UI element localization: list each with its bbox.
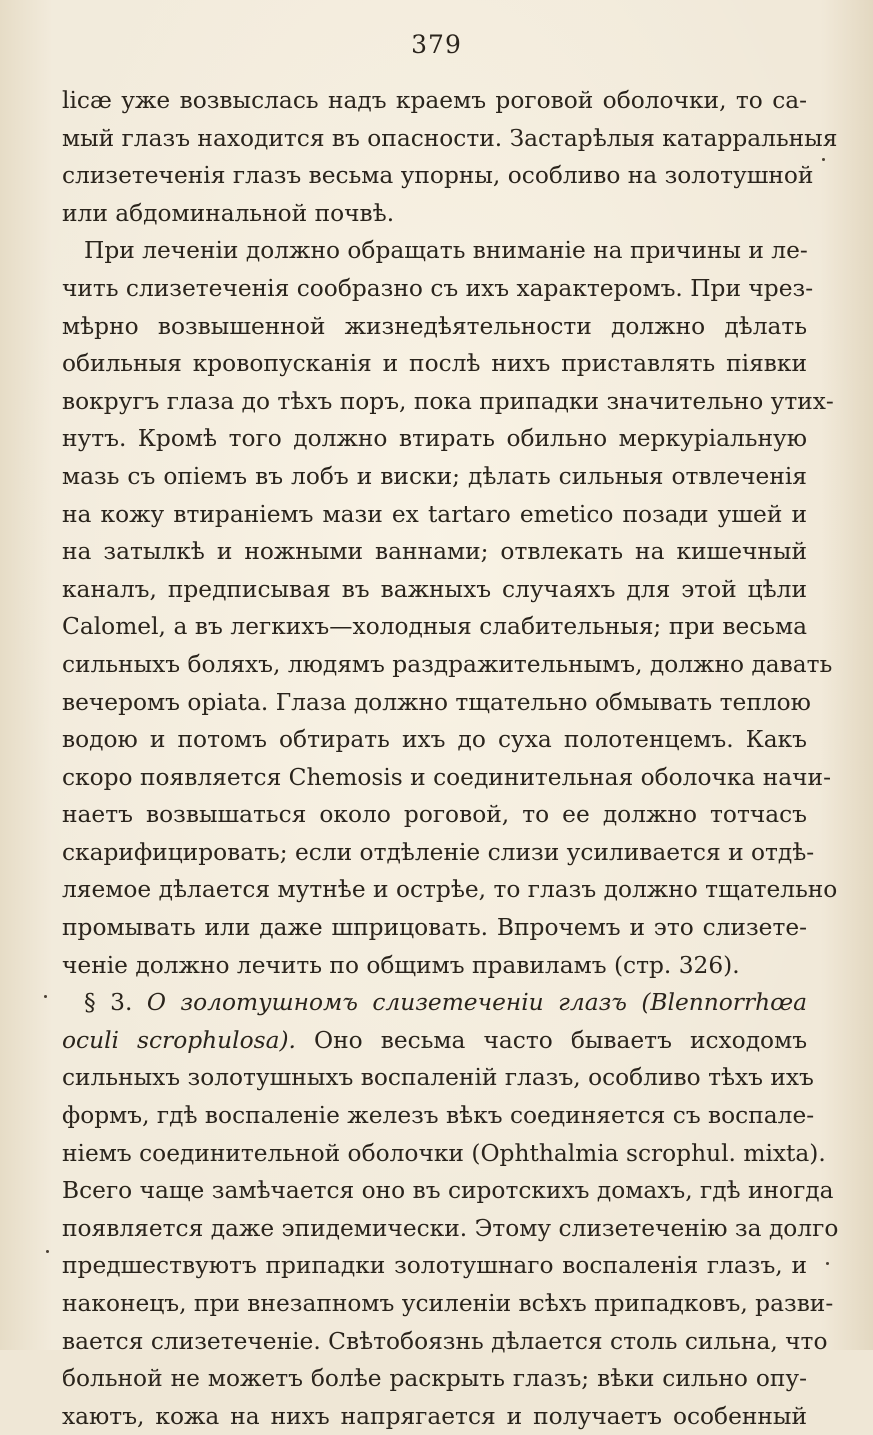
page-number: 379 bbox=[411, 30, 462, 59]
section-latin-title: (Blennorrhœa bbox=[641, 989, 808, 1017]
text-line: вечеромъ opiata. Глаза должно тщательно обмывать теплою bbox=[62, 688, 811, 716]
text-line: на затылкѣ и ножными ваннами; отвлекать на кишечный bbox=[62, 538, 807, 566]
text-line: слизетеченія глазъ весьма упорны, особливо на золотушной bbox=[62, 162, 814, 190]
text-line: водою и потомъ обтирать ихъ до суха полотенцемъ. Какъ bbox=[62, 726, 807, 754]
text-line: каналъ, предписывая въ важныхъ случаяхъ для этой цѣли bbox=[62, 575, 807, 603]
ink-speck bbox=[46, 1250, 49, 1253]
text-line: наетъ возвышаться около роговой, то ее должно тотчасъ bbox=[62, 801, 807, 829]
text-line: вокругъ глаза до тѣхъ поръ, пока припадки значительно утих- bbox=[62, 387, 834, 415]
text-line: вается слизетеченіе. Свѣтобоязнь дѣлается столь сильна, что bbox=[62, 1327, 828, 1355]
ink-speck bbox=[826, 1262, 829, 1265]
text-line: чить слизетеченія сообразно съ ихъ характеромъ. При чрез- bbox=[62, 274, 814, 302]
body-text bbox=[62, 82, 839, 1435]
ink-speck bbox=[822, 158, 825, 161]
text-line: Всего чаще замѣчается оно въ сиротскихъ домахъ, гдѣ иногда bbox=[62, 1177, 834, 1205]
text-line: промывать или даже шприцовать. Впрочемъ и это слизете- bbox=[62, 914, 807, 942]
text-line: хаютъ, кожа на нихъ напрягается и получаетъ особенный bbox=[62, 1402, 807, 1430]
text-line: ченіе должно лечить по общимъ правиламъ (стр. 326). bbox=[62, 951, 740, 979]
text-line: предшествуютъ припадки золотушнаго воспаленія глазъ, и bbox=[62, 1252, 807, 1280]
text-line: появляется даже эпидемически. Этому слизетеченію за долго bbox=[62, 1214, 839, 1242]
text-line: или абдоминальной почвѣ. bbox=[62, 199, 395, 227]
text-line: lісæ уже возвыслась надъ краемъ роговой оболочки, то са- bbox=[62, 87, 807, 114]
text-line: на кожу втираніемъ мази ex tartaro emetico позади ушей и bbox=[62, 500, 807, 528]
section-sign: § bbox=[84, 989, 96, 1017]
text-line: скоро появляется Chemosis и соединительная оболочка начи- bbox=[62, 763, 831, 791]
text-line: мѣрно возвышенной жизнедѣятельности должно дѣлать bbox=[62, 312, 807, 340]
text-line: нутъ. Кромѣ того должно втирать обильно меркуріальную bbox=[62, 425, 807, 453]
text-line: мый глазъ находится въ опасности. Застарѣлыя катарральныя bbox=[62, 124, 838, 152]
text-line: При леченіи должно обращать вниманіе на причины и ле- bbox=[84, 237, 808, 265]
text-line: наконецъ, при внезапномъ усиленіи всѣхъ припадковъ, разви- bbox=[62, 1290, 834, 1317]
text-line: обильныя кровопусканія и послѣ нихъ приставлять піявки bbox=[62, 350, 807, 378]
section-title: О золотушномъ слизетеченіи глазъ bbox=[146, 989, 627, 1017]
text-line: больной не можетъ болѣе раскрыть глазъ; вѣки сильно опу- bbox=[62, 1365, 807, 1393]
text-line: ляемое дѣлается мутнѣе и острѣе, то глазъ должно тщательно bbox=[62, 876, 838, 904]
text-line: oculi scrophulosa). Оно весьма часто бываетъ исходомъ bbox=[62, 1026, 808, 1054]
text-line: ніемъ соединительной оболочки (Ophthalmia scrophul. mixta). bbox=[62, 1139, 826, 1167]
section-number: 3. bbox=[110, 989, 133, 1017]
ink-speck bbox=[44, 995, 47, 998]
text-line: сильныхъ золотушныхъ воспаленій глазъ, особливо тѣхъ ихъ bbox=[62, 1064, 814, 1092]
section-latin-title-cont: oculi scrophulosa). bbox=[62, 1026, 296, 1054]
text-line: сильныхъ боляхъ, людямъ раздражительнымъ, должно давать bbox=[62, 650, 833, 678]
text-line: формъ, гдѣ воспаленіе железъ вѣкъ соединяется съ воспале- bbox=[62, 1102, 815, 1130]
text-line: Calomel, а въ легкихъ—холодныя слабительныя; при весьма bbox=[62, 613, 807, 641]
text-line: скарифицировать; если отдѣленіе слизи усиливается и отдѣ- bbox=[62, 838, 815, 866]
section-heading-line bbox=[62, 984, 807, 1022]
text-line: мазь съ опіемъ въ лобъ и виски; дѣлать сильныя отвлеченія bbox=[62, 462, 807, 490]
latin-term: (Ophthalmia scrophul. mixta). bbox=[471, 1139, 826, 1167]
